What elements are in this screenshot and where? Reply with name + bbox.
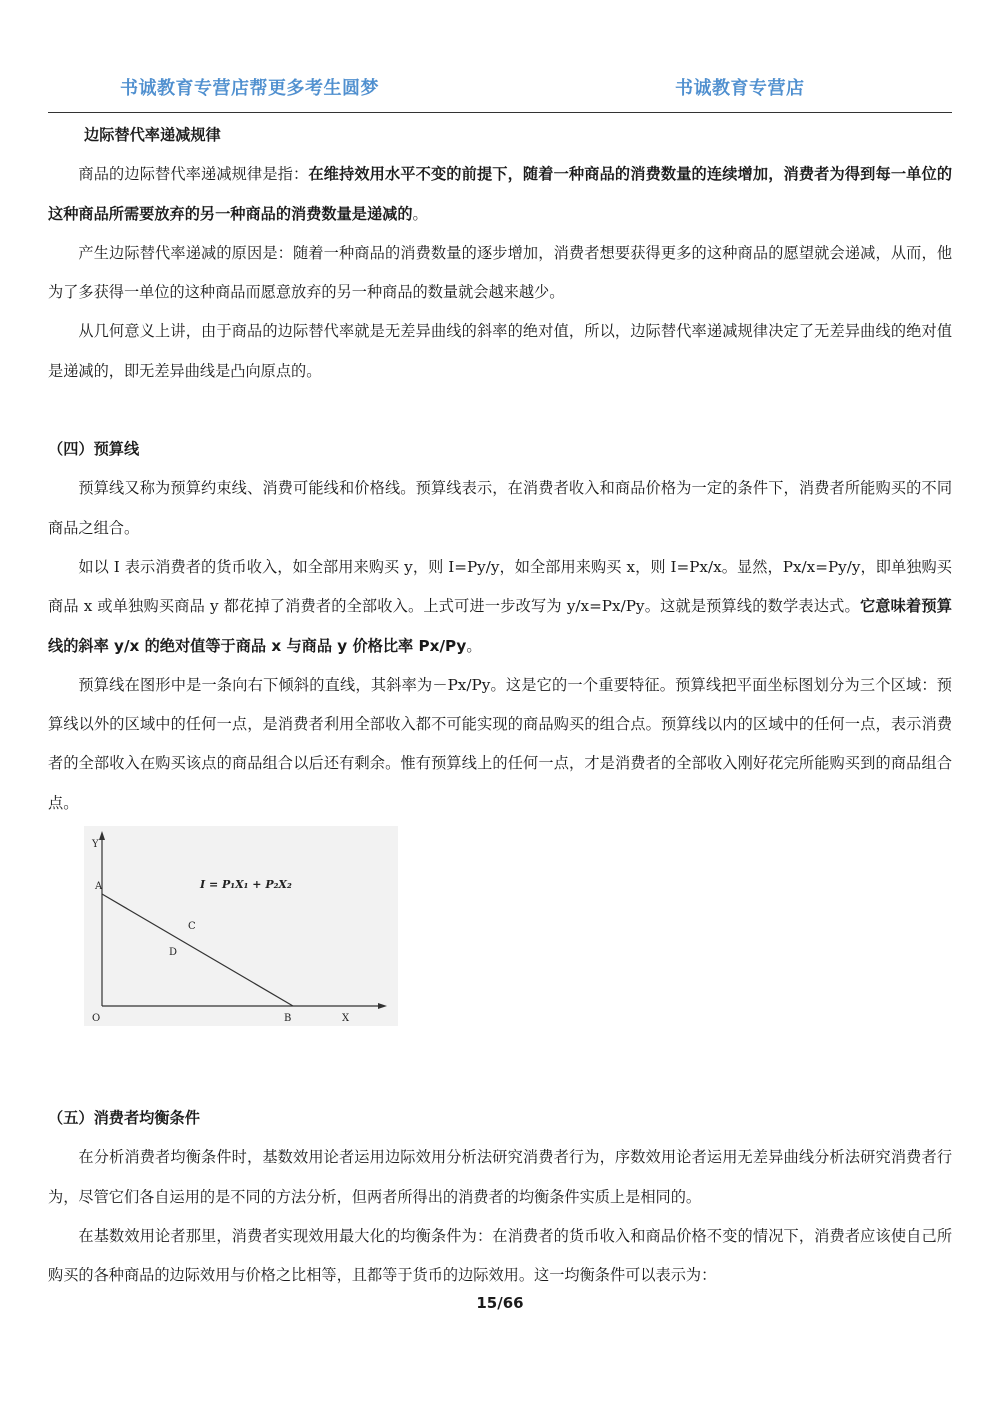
- point-a-label: A: [95, 881, 103, 892]
- budget-formula-paragraph: [48, 548, 952, 666]
- figure-background: [84, 826, 398, 1026]
- mrs-definition-lead: 商品的边际替代率递减规律是指：: [78, 165, 309, 184]
- budget-line-figure: [84, 826, 398, 1026]
- equilibrium-cardinal-paragraph: 在基数效用论者那里，消费者实现效用最大化的均衡条件为：在消费者的货币收入和商品价格不变的情况下，消费者应该使自己所购买的各种商品的边际效用与价格之比相等，且都等于货币的边际效用。这一均衡条件可以表示为：: [48, 1226, 952, 1285]
- budget-formula-bold: 它意味着预算线的斜率 y/x 的绝对值等于商品 x 与商品 y 价格比率 Px/Py: [48, 597, 952, 655]
- budget-formula-text: 如以 I 表示消费者的货币收入，如全部用来购买 y，则 I=Py/y，如全部用来购买 x，则 I=Px/x。显然，Px/x=Py/y，即单独购买商品 x 或单独购买商品 y 都花掉了消费者的全部收入。上式可进一步改写为 y/x=Px/Py。这就是预算线的数学表达式。: [48, 557, 952, 616]
- point-c-label: C: [188, 921, 196, 932]
- origin-label: O: [92, 1013, 101, 1024]
- mrs-definition-bold: 在维持效用水平不变的前提下，随着一种商品的消费数量的连续增加，消费者为得到每一单位的这种商品所需要放弃的另一种商品的消费数量是递减的: [48, 165, 953, 223]
- page-separator: /: [497, 1294, 503, 1312]
- budget-formula-end: 。: [466, 636, 482, 655]
- header-right-text: 书诚教育专营店: [675, 78, 805, 99]
- page-footer: [0, 1294, 1000, 1312]
- point-b-label: B: [284, 1013, 292, 1024]
- budget-definition-paragraph: 预算线又称为预算约束线、消费可能线和价格线。预算线表示，在消费者收入和商品价格为一定的条件下，消费者所能购买的不同商品之组合。: [48, 479, 952, 537]
- mrs-definition-end: 。: [412, 204, 428, 223]
- equilibrium-intro-paragraph: 在分析消费者均衡条件时，基数效用论者运用边际效用分析法研究消费者行为，序数效用论者运用无差异曲线分析法研究消费者行为，尽管它们各自运用的是不同的方法分析，但两者所得出的消费者的均衡条件实质上是相同的。: [48, 1148, 952, 1206]
- mrs-reason-paragraph: 产生边际替代率递减的原因是：随着一种商品的消费数量的逐步增加，消费者想要获得更多的这种商品的愿望就会递减，从而，他为了多获得一单位的这种商品而愿意放弃的另一种商品的数量就会越来越少。: [48, 243, 952, 302]
- page-content: [48, 116, 952, 1296]
- budget-regions-paragraph: 预算线在图形中是一条向右下倾斜的直线，其斜率为－Px/Py。这是它的一个重要特征。预算线把平面坐标图划分为三个区域：预算线以外的区域中的任何一点，是消费者利用全部收入都不可能实现的商品购买的组合点。预算线以内的区域中的任何一点，表示消费者的全部收入在购买该点的商品组合以后还有剩余。惟有预算线上的任何一点，才是消费者的全部收入刚好花完所能购买到的商品组合点。: [48, 675, 952, 812]
- mrs-geometry-paragraph: 从几何意义上讲，由于商品的边际替代率就是无差异曲线的斜率的绝对值，所以，边际替代率递减规律决定了无差异曲线的绝对值是递减的，即无差异曲线是凸向原点的。: [48, 322, 952, 380]
- mrs-heading: 边际替代率递减规律: [84, 126, 221, 144]
- page-header: [48, 72, 952, 113]
- x-axis-label: X: [342, 1013, 350, 1024]
- y-axis-label: Y: [92, 839, 99, 850]
- budget-equation: I = P₁X₁ + P₂X₂: [200, 878, 292, 891]
- page-total: 66: [502, 1294, 524, 1312]
- point-d-label: D: [169, 947, 178, 958]
- mrs-definition-paragraph: [48, 155, 952, 234]
- page-number: 15: [476, 1294, 498, 1312]
- budget-line-heading: （四）预算线: [48, 440, 140, 459]
- equilibrium-heading: （五）消费者均衡条件: [48, 1109, 200, 1128]
- header-left-text: 书诚教育专营店帮更多考生圆梦: [120, 78, 379, 99]
